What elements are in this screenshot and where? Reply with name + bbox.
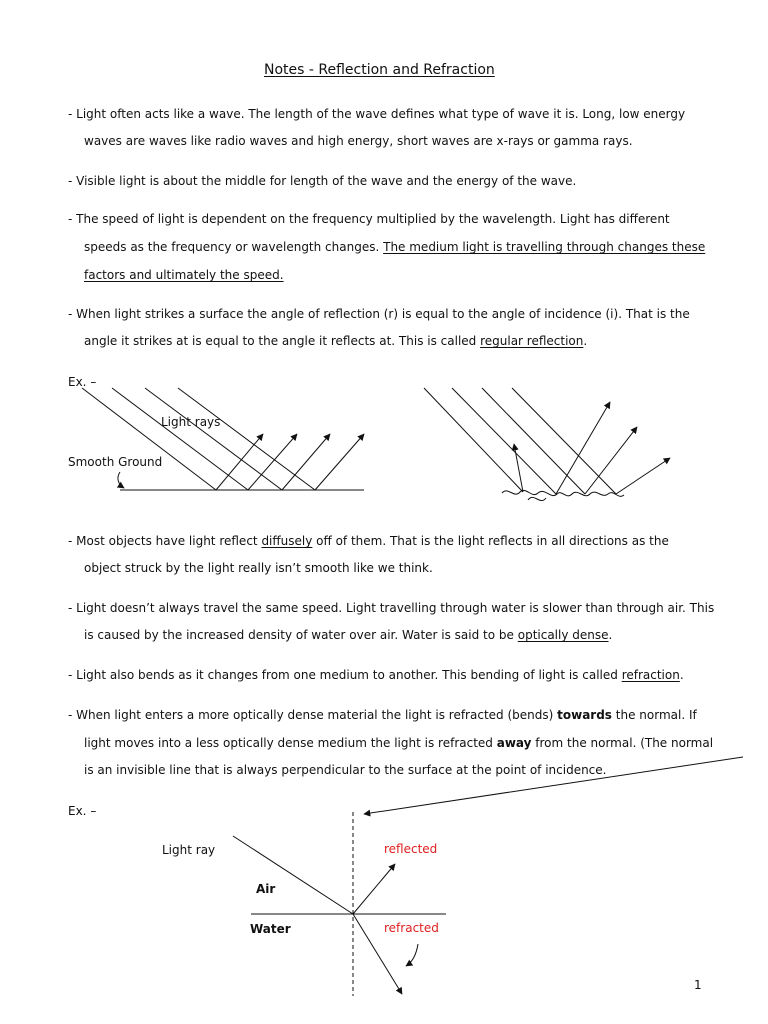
paragraph-3-line-2-text: speeds as the frequency or wavelength changes. bbox=[84, 240, 384, 254]
refracted-light-ray bbox=[353, 914, 402, 994]
paragraph-3-line-1: - The speed of light is dependent on the frequency multiplied by the wavelength. Light has different bbox=[68, 212, 670, 226]
term-away: away bbox=[496, 736, 532, 750]
diffuse-incident-ray-4 bbox=[512, 388, 616, 494]
water-label: Water bbox=[250, 922, 291, 936]
example-2-label: Ex. – bbox=[68, 804, 97, 818]
term-towards: towards bbox=[557, 708, 612, 722]
diffuse-incident-ray-2 bbox=[452, 388, 556, 494]
paragraph-5-line-1-text: - Most objects have light reflect bbox=[68, 534, 262, 548]
paragraph-1-line-1: - Light often acts like a wave. The length of the wave defines what type of wave it is. Long, low energy bbox=[68, 107, 686, 121]
paragraph-8-line-1-rest: the normal. If bbox=[611, 708, 697, 722]
light-rays-label: Light rays bbox=[161, 415, 221, 429]
diffuse-reflected-ray-1 bbox=[514, 444, 523, 492]
term-optically-dense: optically dense bbox=[517, 628, 609, 642]
paragraph-7-text: - Light also bends as it changes from one medium to another. This bending of light is called bbox=[68, 668, 622, 682]
paragraph-4-line-2-text: angle it strikes at is equal to the angle it reflects at. This is called bbox=[84, 334, 481, 348]
rough-surface-detail bbox=[528, 497, 546, 500]
incident-ray-1 bbox=[82, 388, 216, 490]
example-1-label: Ex. – bbox=[68, 375, 97, 389]
term-regular-reflection: regular reflection bbox=[480, 334, 584, 348]
paragraph-5-line-1-rest: off of them. That is the light reflects in all directions as the bbox=[312, 534, 669, 548]
smooth-ground-pointer-arrow bbox=[118, 472, 124, 488]
term-diffusely: diffusely bbox=[261, 534, 313, 548]
rough-surface-line bbox=[502, 490, 624, 496]
light-ray-label: Light ray bbox=[162, 843, 216, 857]
paragraph-4-period: . bbox=[583, 334, 588, 348]
paragraph-1-line-2: waves are waves like radio waves and high energy, short waves are x-rays or gamma rays. bbox=[84, 134, 633, 148]
paragraph-6-period: . bbox=[608, 628, 613, 642]
paragraph-2-line-1: - Visible light is about the middle for length of the wave and the energy of the wave. bbox=[68, 174, 577, 188]
paragraph-6-line-2-text: is caused by the increased density of water over air. Water is said to be bbox=[84, 628, 518, 642]
term-refraction: refraction bbox=[621, 668, 680, 682]
reflected-light-ray bbox=[353, 864, 395, 914]
diffuse-incident-ray-3 bbox=[482, 388, 585, 494]
paragraph-3-line-3: factors and ultimately the speed. bbox=[84, 268, 284, 282]
smooth-ground-label: Smooth Ground bbox=[68, 455, 163, 469]
diffuse-incident-ray-1 bbox=[424, 388, 523, 492]
page-title: Notes - Reflection and Refraction bbox=[264, 62, 495, 78]
refracted-label-pointer bbox=[406, 944, 418, 966]
paragraph-5-line-2: object struck by the light really isn’t smooth like we think. bbox=[84, 561, 433, 575]
refraction-diagram bbox=[233, 757, 743, 996]
diffuse-reflected-ray-4 bbox=[616, 458, 670, 494]
refracted-label: refracted bbox=[384, 921, 439, 935]
diffuse-reflected-ray-3 bbox=[585, 427, 637, 494]
paragraph-8-line-3: is an invisible line that is always perpendicular to the surface at the point of incidence. bbox=[84, 763, 607, 777]
regular-reflection-diagram bbox=[82, 388, 364, 490]
paragraph-6-line-1: - Light doesn’t always travel the same speed. Light travelling through water is slower than through air. This bbox=[68, 601, 715, 615]
normal-pointer-arrow bbox=[364, 757, 743, 814]
reflected-label: reflected bbox=[384, 842, 438, 856]
paragraph-7-period: . bbox=[679, 668, 684, 682]
paragraph-8-line-1-text: - When light enters a more optically dense material the light is refracted (bends) bbox=[68, 708, 558, 722]
incident-ray-2 bbox=[112, 388, 248, 490]
incident-ray-4 bbox=[178, 388, 315, 490]
diffuse-reflection-diagram bbox=[424, 388, 670, 501]
page-number: 1 bbox=[694, 978, 702, 992]
incident-light-ray bbox=[233, 836, 353, 914]
paragraph-4-line-1: - When light strikes a surface the angle of reflection (r) is equal to the angle of incidence (i). That is the bbox=[68, 307, 690, 321]
paragraph-3-emphasis: The medium light is travelling through changes these bbox=[383, 240, 706, 254]
air-label: Air bbox=[256, 882, 276, 896]
paragraph-8-line-2-rest: from the normal. (The normal bbox=[531, 736, 714, 750]
paragraph-8-line-2-text: light moves into a less optically dense medium the light is refracted bbox=[84, 736, 497, 750]
